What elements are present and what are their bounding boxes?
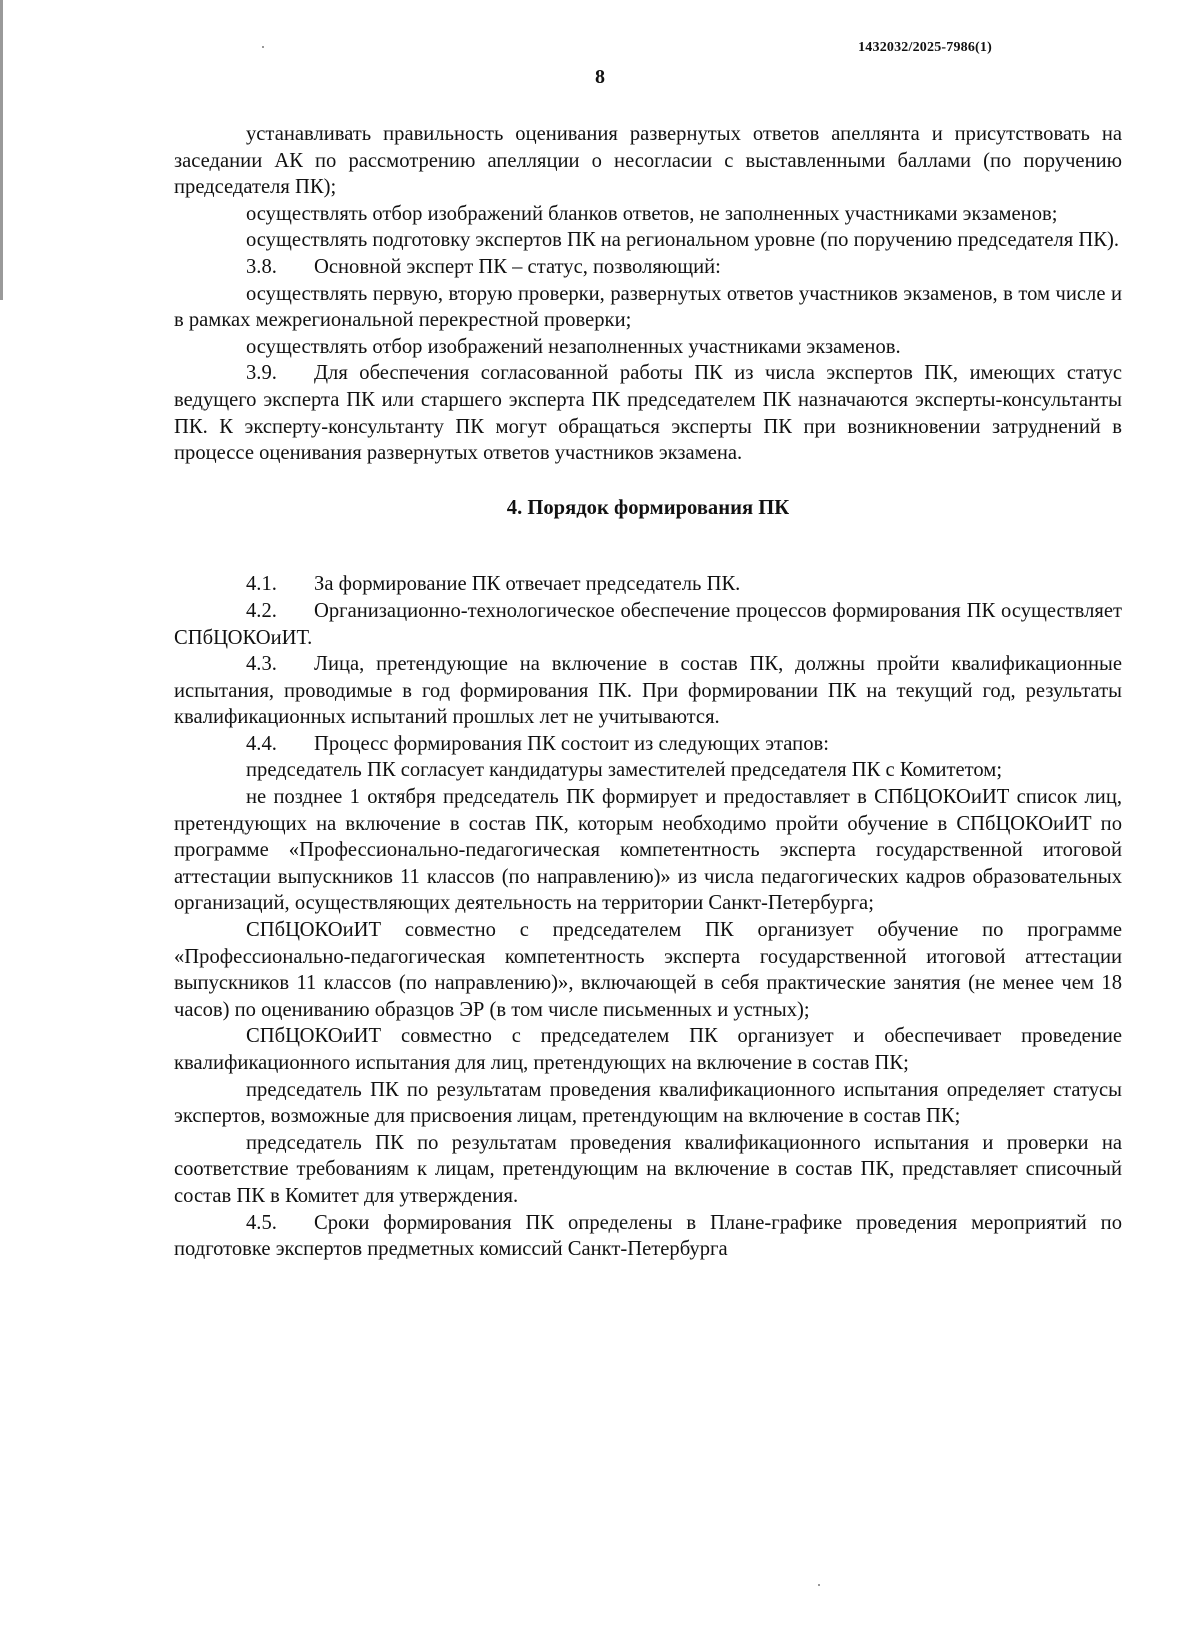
paragraph-text: осуществлять отбор изображений незаполненных участниками экзаменов. xyxy=(246,335,901,358)
paragraph-text: СПбЦОКОиИТ совместно с председателем ПК организует обучение по программе «Профессионально-педагогическая компетентность эксперта государственной итоговой аттестации выпускников 11 классов (по направлению)», включающей в себя практические занятия (не менее чем 18 часов) по оцениванию образцов ЭР (в том числе письменных и устных); xyxy=(174,919,1122,1021)
paragraph-text: председатель ПК по результатам проведения квалификационного испытания и проверки на соответствие требованиям к лицам, претендующим на включение в состав ПК, представляет списочный состав ПК в Комитет для утверждения. xyxy=(174,1131,1122,1207)
clause-number: 3.9. xyxy=(246,362,277,385)
paragraph xyxy=(174,784,1122,917)
paragraph-text: председатель ПК по результатам проведения квалификационного испытания определяет статусы экспертов, возможные для присвоения лицам, претендующим на включение в состав ПК; xyxy=(174,1078,1122,1128)
paragraph xyxy=(174,917,1122,1023)
paragraph-text: Организационно-технологическое обеспечение процессов формирования ПК осуществляет СПбЦОКОиИТ. xyxy=(174,599,1122,649)
paragraph-text: Для обеспечения согласованной работы ПК из числа экспертов ПК, имеющих статус ведущего эксперта ПК или старшего эксперта ПК председателем ПК назначаются эксперты-консультанты ПК. К эксперту-консультанту ПК могут обращаться эксперты ПК при возникновении затруднений в процессе оценивания развернутых ответов участников экзамена. xyxy=(174,362,1122,465)
paragraph-text: Сроки формирования ПК определены в Плане-графике проведения мероприятий по подготовке экспертов предметных комиссий Санкт-Петербурга xyxy=(174,1211,1122,1261)
clause-3-8 xyxy=(174,254,1122,281)
clause-number: 4.5. xyxy=(246,1211,277,1234)
paragraph-text: осуществлять отбор изображений бланков ответов, не заполненных участниками экзаменов; xyxy=(246,202,1058,225)
paragraph xyxy=(174,121,1122,201)
section-3-continued xyxy=(174,121,1122,467)
paragraph-text: не позднее 1 октября председатель ПК формирует и предоставляет в СПбЦОКОиИТ список лиц, претендующих на включение в состав ПК, которым необходимо пройти обучение в СПбЦОКОиИТ по программе «Профессионально-педагогическая компетентность эксперта государственной итоговой аттестации выпускников 11 классов (по направлению)» из числа педагогических кадров образовательных организаций, осуществляющих деятельность на территории Санкт-Петербурга; xyxy=(174,786,1122,915)
scan-speck xyxy=(262,46,264,48)
page-number: 8 xyxy=(595,66,605,88)
paragraph-text: Основной эксперт ПК – статус, позволяющий: xyxy=(314,255,721,278)
clause-4-5 xyxy=(174,1210,1122,1263)
clause-4-4 xyxy=(174,731,1122,758)
paragraph xyxy=(174,757,1122,784)
paragraph-text: осуществлять первую, вторую проверки, развернутых ответов участников экзаменов, в том числе и в рамках межрегиональной перекрестной проверки; xyxy=(174,282,1122,332)
paragraph-text: осуществлять подготовку экспертов ПК на региональном уровне (по поручению председателя ПК). xyxy=(246,229,1120,252)
section-4-heading: 4. Порядок формирования ПК xyxy=(506,496,790,519)
paragraph-text: Процесс формирования ПК состоит из следующих этапов: xyxy=(314,732,829,755)
paragraph-text: Лица, претендующие на включение в состав ПК, должны пройти квалификационные испытания, проводимые в год формирования ПК. При формировании ПК на текущий год, результаты квалификационных испытаний прошлых лет не учитываются. xyxy=(174,653,1122,729)
clause-4-3 xyxy=(174,651,1122,731)
paragraph xyxy=(174,227,1122,254)
clause-number: 3.8. xyxy=(246,255,277,278)
document-body xyxy=(174,121,1122,1263)
paragraph xyxy=(174,201,1122,228)
paragraph xyxy=(174,1077,1122,1130)
section-4 xyxy=(174,571,1122,1262)
clause-number: 4.1. xyxy=(246,573,277,596)
paragraph-text: устанавливать правильность оценивания развернутых ответов апеллянта и присутствовать на заседании АК по рассмотрению апелляции о несогласии с выставленными баллами (по поручению председателя ПК); xyxy=(174,123,1122,199)
paragraph-text: За формирование ПК отвечает председатель ПК. xyxy=(314,573,741,596)
paragraph-text: председатель ПК согласует кандидатуры заместителей председателя ПК с Комитетом; xyxy=(246,759,1003,782)
clause-number: 4.3. xyxy=(246,653,277,676)
scan-margin-mark xyxy=(0,0,3,300)
clause-4-2 xyxy=(174,598,1122,651)
paragraph xyxy=(174,334,1122,361)
paragraph xyxy=(174,1130,1122,1210)
clause-3-9 xyxy=(174,360,1122,466)
document-number: 1432032/2025-7986(1) xyxy=(858,40,992,55)
clause-number: 4.2. xyxy=(246,599,277,622)
clause-number: 4.4. xyxy=(246,732,277,755)
clause-4-1 xyxy=(174,571,1122,598)
paragraph-text: СПбЦОКОиИТ совместно с председателем ПК организует и обеспечивает проведение квалификационного испытания для лиц, претендующих на включение в состав ПК; xyxy=(174,1025,1122,1074)
paragraph xyxy=(174,1023,1122,1076)
scan-speck xyxy=(818,1584,820,1586)
paragraph xyxy=(174,281,1122,334)
